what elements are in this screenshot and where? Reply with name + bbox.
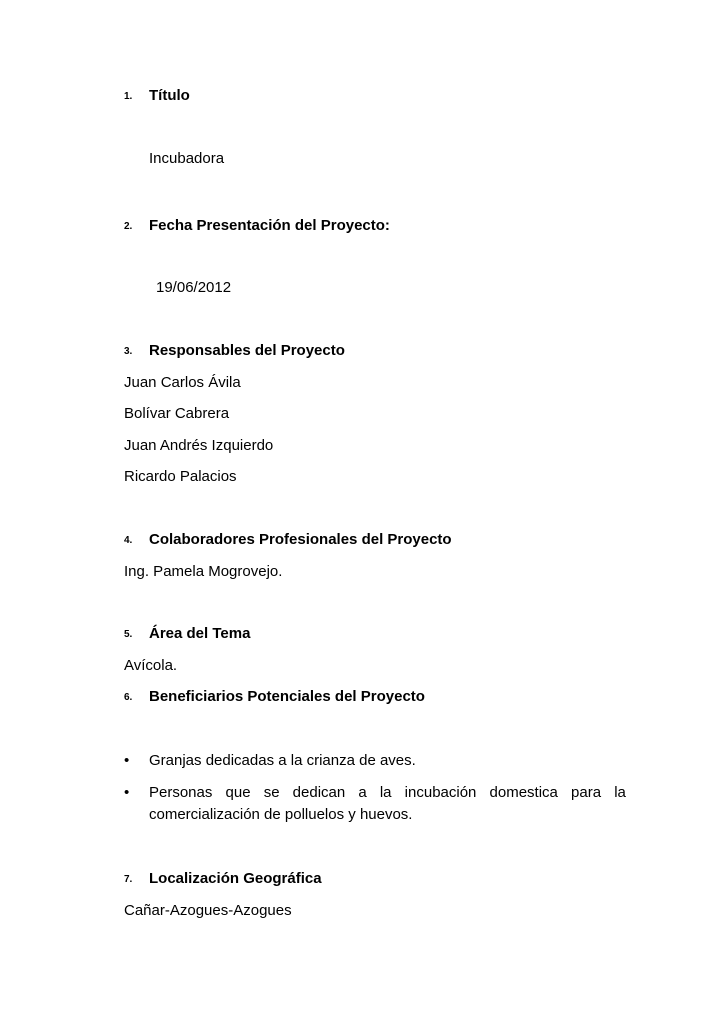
responsable-name: Juan Andrés Izquierdo	[124, 437, 274, 454]
beneficiario-item-line1	[149, 784, 626, 802]
section-number: 2.	[124, 221, 133, 232]
word: Personas	[149, 784, 213, 801]
word: dedican	[292, 784, 346, 801]
localizacion-value: Cañar-Azogues-Azogues	[124, 902, 292, 919]
date-value: 19/06/2012	[156, 279, 232, 296]
word: a	[358, 784, 367, 801]
section-number: 4.	[124, 535, 133, 546]
section-number: 7.	[124, 874, 133, 885]
word: la	[614, 784, 626, 801]
word: que	[225, 784, 251, 801]
section-heading-beneficiarios: Beneficiarios Potenciales del Proyecto	[149, 688, 425, 705]
responsable-name: Juan Carlos Ávila	[124, 374, 241, 391]
word: domestica	[489, 784, 558, 801]
section-heading-localizacion: Localización Geográfica	[149, 870, 322, 887]
section-number: 5.	[124, 629, 133, 640]
bullet: •	[124, 784, 130, 801]
word: la	[379, 784, 392, 801]
title-value: Incubadora	[149, 150, 225, 167]
word: para	[571, 784, 602, 801]
section-heading-area: Área del Tema	[149, 625, 251, 642]
area-value: Avícola.	[124, 657, 178, 674]
word: incubación	[404, 784, 477, 801]
section-number: 3.	[124, 346, 133, 357]
responsable-name: Bolívar Cabrera	[124, 405, 230, 422]
section-heading-colaboradores: Colaboradores Profesionales del Proyecto	[149, 531, 452, 548]
section-number: 6.	[124, 692, 133, 703]
colaborador-name: Ing. Pamela Mogrovejo.	[124, 563, 283, 580]
beneficiario-item: Granjas dedicadas a la crianza de aves.	[149, 752, 416, 769]
word: se	[263, 784, 280, 801]
bullet: •	[124, 752, 130, 769]
section-heading-responsables: Responsables del Proyecto	[149, 342, 345, 359]
section-heading-fecha: Fecha Presentación del Proyecto:	[149, 217, 390, 234]
section-heading-titulo: Título	[149, 87, 190, 104]
section-number: 1.	[124, 91, 133, 102]
beneficiario-item-line2: comercialización de polluelos y huevos.	[149, 806, 413, 823]
responsable-name: Ricardo Palacios	[124, 468, 237, 485]
